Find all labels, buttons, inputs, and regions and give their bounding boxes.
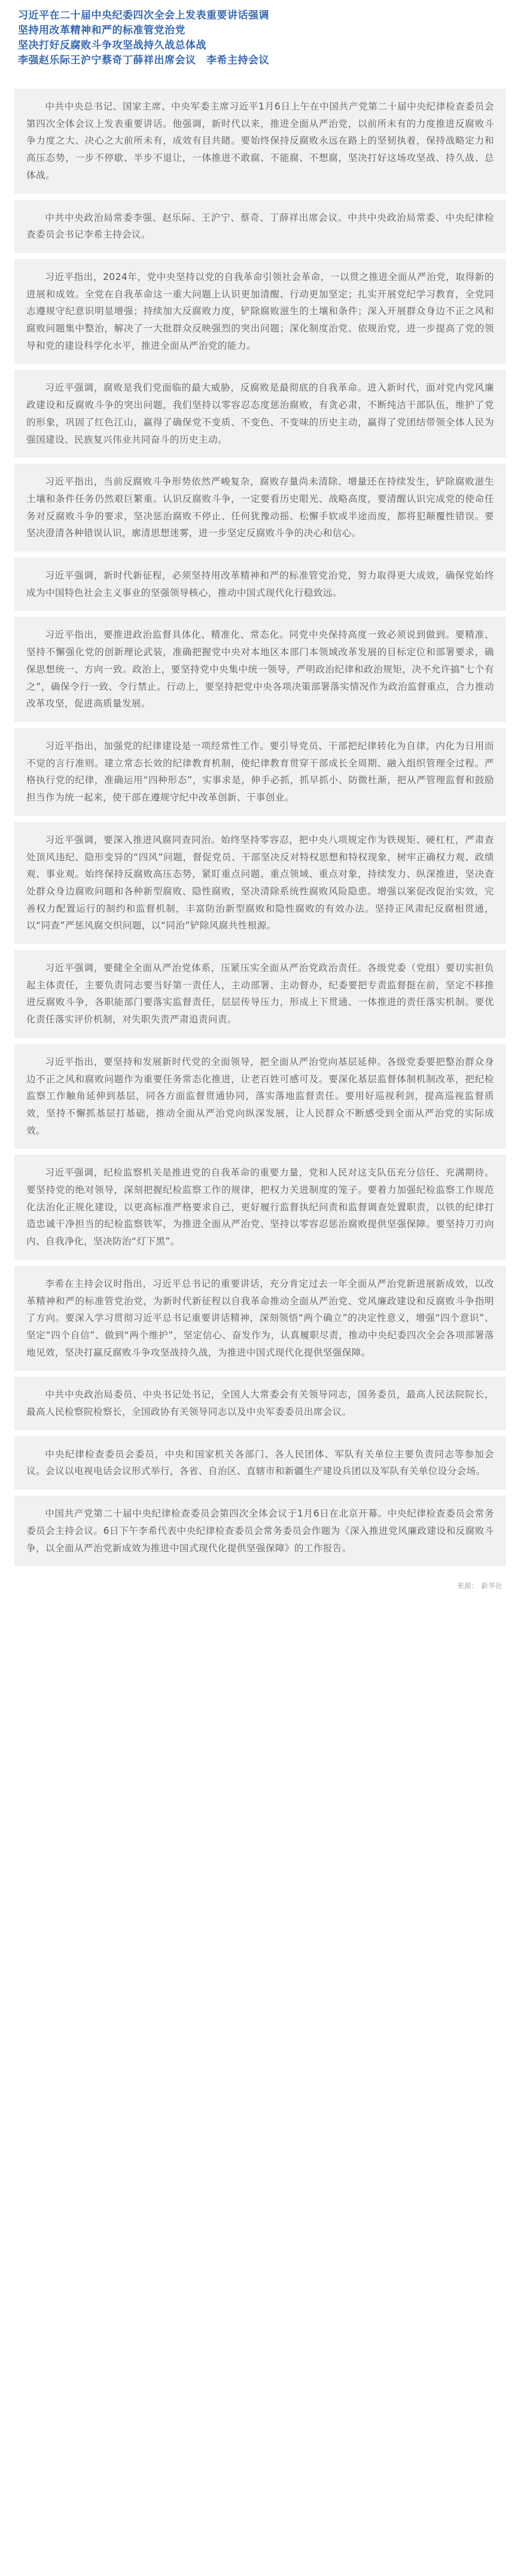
paragraph-text: 中共中央总书记、国家主席、中央军委主席习近平1月6日上午在中国共产党第二十届中央纪律检查委员会第四次全体会议上发表重要讲话。他强调，新时代以来，推进全面从严治党，以前所未有的力度推进反腐败斗争力度之大、决心之大前所未有，成效有目共睹。要始终保持反腐败永远在路上的坚韧执着，保持战略定力和高压态势，一步不停歇、半步不退让，一体推进不敢腐、不能腐、不想腐，坚决打好这场攻坚战、持久战、总体战。 <box>26 101 494 181</box>
paragraph-card <box>14 370 506 458</box>
paragraph-text: 习近平指出，当前反腐败斗争形势依然严峻复杂，腐败存量尚未清除、增量还在持续发生，铲除腐败滋生土壤和条件任务仍然艰巨繁重。认识反腐败斗争，一定要看历史眼光、战略高度，要清醒认识完成党的使命任务对反腐败斗争的要求，坚决惩治腐败不停止、任何犹豫动摇、松懈手软或半途而废，都将犯颠覆性错误。要坚决澄清各种错误认识，廓清思想迷雾，进一步坚定反腐败斗争的决心和信心。 <box>26 476 494 539</box>
source-label: 来源： <box>456 1582 479 1591</box>
headline-1: 习近平在二十届中央纪委四次全会上发表重要讲话强调 <box>18 10 269 22</box>
paragraph-card <box>14 1044 506 1149</box>
paragraph-text: 中国共产党第二十届中央纪律检查委员会第四次全体会议于1月6日在北京开幕。中央纪律检查委员会常务委员会主持会议。6日下午李希代表中央纪律检查委员会常务委员会作题为《深入推进党风廉政建设和反腐败斗争，以全面从严治党新成效为推进中国式现代化提供坚强保障》的工作报告。 <box>26 1508 494 1554</box>
paragraph-text: 习近平强调，纪检监察机关是推进党的自我革命的重要力量，党和人民对这支队伍充分信任、充满期待。要坚持党的绝对领导，深刻把握纪检监察工作的规律，把权力关进制度的笼子。要着力加强纪检监察工作规范化法治化正规化建设，以更高标准严格要求自己，更好履行监督执纪问责和监督调查处置职责，以铁的纪律打造忠诚干净担当的纪检监察铁军，为推进全面从严治党、坚持以零容忍惩治腐败提供坚强保障。要坚持刀刃向内、自我净化，坚决防治“灯下黑”。 <box>26 1167 494 1247</box>
paragraph-card <box>14 558 506 611</box>
paragraph-card <box>14 1155 506 1260</box>
article-body <box>14 89 506 1566</box>
paragraph-card <box>14 1436 506 1490</box>
paragraph-text: 习近平强调，新时代新征程，必须坚持用改革精神和严的标准管党治党，努力取得更大成效，确保党始终成为中国特色社会主义事业的坚强领导核心，推动中国式现代化行稳致远。 <box>26 570 494 598</box>
paragraph-card <box>14 728 506 816</box>
paragraph-card <box>14 1266 506 1371</box>
paragraph-text: 习近平指出，要推进政治监督具体化、精准化、常态化。同党中央保持高度一致必须说到做到。要精准、坚持不懈强化党的创新理论武装，准确把握党中央对本地区本部门本领域改革发展的目标定位和部署要求，确保思想统一、方向一致。政治上，要坚持党中央集中统一领导，严明政治纪律和政治规矩，决不允许搞“七个有之”，确保令行一致、令行禁止。行动上，要坚持把党中央各项决策部署落实情况作为政治监督重点，合力推动改革攻坚，促进高质量发展。 <box>26 629 494 710</box>
paragraph-text: 中共中央政治局常委李强、赵乐际、王沪宁、蔡奇、丁薛祥出席会议。中共中央政治局常委、中央纪律检查委员会书记李希主持会议。 <box>26 212 494 240</box>
paragraph-card <box>14 259 506 364</box>
paragraph-text: 中央纪律检查委员会委员，中央和国家机关各部门、各人民团体、军队有关单位主要负责同志等参加会议。会议以电视电话会议形式举行，各省、自治区、直辖市和新疆生产建设兵团以及军队有关单位设分会场。 <box>26 1448 494 1477</box>
paragraph-text: 习近平指出，要坚持和发展新时代党的全面领导，把全面从严治党向基层延伸。各级党委要把整治群众身边不正之风和腐败问题作为重要任务常态化推进，让老百姓可感可及。要深化基层监督体制机制改革，把纪检监察工作触角延伸到基层，同各方面监督贯通协同，落实落地监督责任。要用好巡视利剑，提高巡视监督质效，坚持不懈抓基层打基础，推动全面从严治党向纵深发展，让人民群众不断感受到全面从严治党的实际成效。 <box>26 1056 494 1136</box>
headline-4: 李强赵乐际王沪宁蔡奇丁薛祥出席会议 李希主持会议 <box>18 54 269 66</box>
paragraph-text: 习近平指出，2024年，党中央坚持以党的自我革命引领社会革命，一以贯之推进全面从严治党，取得新的进展和成效。全党在自我革命这一重大问题上认识更加清醒、行动更加坚定；扎实开展党纪学习教育，全党同志遵规守纪意识明显增强；持续加大反腐败力度，铲除腐败滋生的土壤和条件；深入开展群众身边不正之风和腐败问题集中整治，解决了一大批群众反映强烈的突出问题；深化制度治党、依规治党，进一步提高了党的领导和党的建设科学化水平，推进全面从严治党的能力。 <box>26 271 494 351</box>
source-line <box>14 1572 506 1591</box>
headline-2: 坚持用改革精神和严的标准管党治党 <box>18 25 185 36</box>
headline-block <box>14 0 506 75</box>
source-value: 新华社 <box>480 1582 502 1591</box>
paragraph-card <box>14 89 506 194</box>
paragraph-card <box>14 464 506 552</box>
paragraph-text: 习近平强调，要健全全面从严治党体系，压紧压实全面从严治党政治责任。各级党委（党组）要切实担负起主体责任，主要负责同志要当好第一责任人，主动部署、主动督办，纪委要把专责监督挺在前，坚定不移推进反腐败斗争，各职能部门要落实监督责任，层层传导压力，形成上下贯通、一体推进的责任落实机制。要优化责任落实评价机制，对失职失责严肃追责问责。 <box>26 963 494 1025</box>
paragraph-card <box>14 1496 506 1566</box>
paragraph-text: 习近平指出，加强党的纪律建设是一项经常性工作。要引导党员、干部把纪律转化为自律，内化为日用而不觉的言行准则。建立常态长效的纪律教育机制，使纪律教育贯穿干部成长全周期、融入组织管理全过程。严格执行党的纪律，准确运用“四种形态”，实事求是，伸手必抓，抓早抓小、防微杜渐，把从严管理监督和鼓励担当作为统一起来，使干部在遵规守纪中改革创新、干事创业。 <box>26 740 494 803</box>
paragraph-text: 习近平强调，要深入推进风腐同查同治。始终坚持零容忍，把中央八项规定作为铁规矩、硬杠杠，严肃查处顶风违纪、隐形变异的“四风”问题，督促党员、干部坚决反对特权思想和特权现象，树牢正确权力观、政绩观、事业观。始终保持反腐败高压态势，紧盯重点问题、重点领域、重点对象，持续发力、纵深推进，坚决查处群众身边腐败问题和各种新型腐败、隐性腐败，坚决清除系统性腐败风险隐患。增强以案促改促治实效，完善权力配置运行的制约和监督机制，丰富防治新型腐败和隐性腐败的有效办法。坚持正风肃纪反腐相贯通，以“同查”严惩风腐交织问题，以“同治”铲除风腐共性根源。 <box>26 834 494 931</box>
paragraph-card <box>14 1377 506 1430</box>
headline-3: 坚决打好反腐败斗争攻坚战持久战总体战 <box>18 39 206 51</box>
paragraph-text: 李希在主持会议时指出，习近平总书记的重要讲话，充分肯定过去一年全面从严治党新进展新成效，以改革精神和严的标准管党治党，为新时代新征程以自我革命推动全面从严治党、党风廉政建设和反腐败斗争指明了方向。要深入学习贯彻习近平总书记重要讲话精神，深刻领悟“两个确立”的决定性意义，增强“四个意识”、坚定“四个自信”、做到“两个维护”，坚定信心、奋发作为，认真履职尽责，推动中央纪委四次全会各项部署落地见效，坚决打赢反腐败斗争攻坚战持久战，为推进中国式现代化提供坚强保障。 <box>26 1278 494 1358</box>
paragraph-text: 中共中央政治局委员、中央书记处书记，全国人大常委会有关领导同志，国务委员，最高人民法院院长，最高人民检察院检察长，全国政协有关领导同志以及中央军委委员出席会议。 <box>26 1389 494 1418</box>
paragraph-text: 习近平强调，腐败是我们党面临的最大威胁，反腐败是最彻底的自我革命。进入新时代，面对党内党风廉政建设和反腐败斗争的突出问题，我们坚持以零容忍态度惩治腐败，有贪必肃，不断纯洁干部队伍，维护了党的形象，巩固了红色江山，赢得了确保党不变质、不变色、不变味的历史主动，赢得了党团结带领全体人民为强国建设、民族复兴伟业共同奋斗的历史主动。 <box>26 382 494 445</box>
paragraph-card <box>14 950 506 1038</box>
paragraph-card <box>14 200 506 253</box>
paragraph-card <box>14 617 506 722</box>
paragraph-card <box>14 822 506 944</box>
